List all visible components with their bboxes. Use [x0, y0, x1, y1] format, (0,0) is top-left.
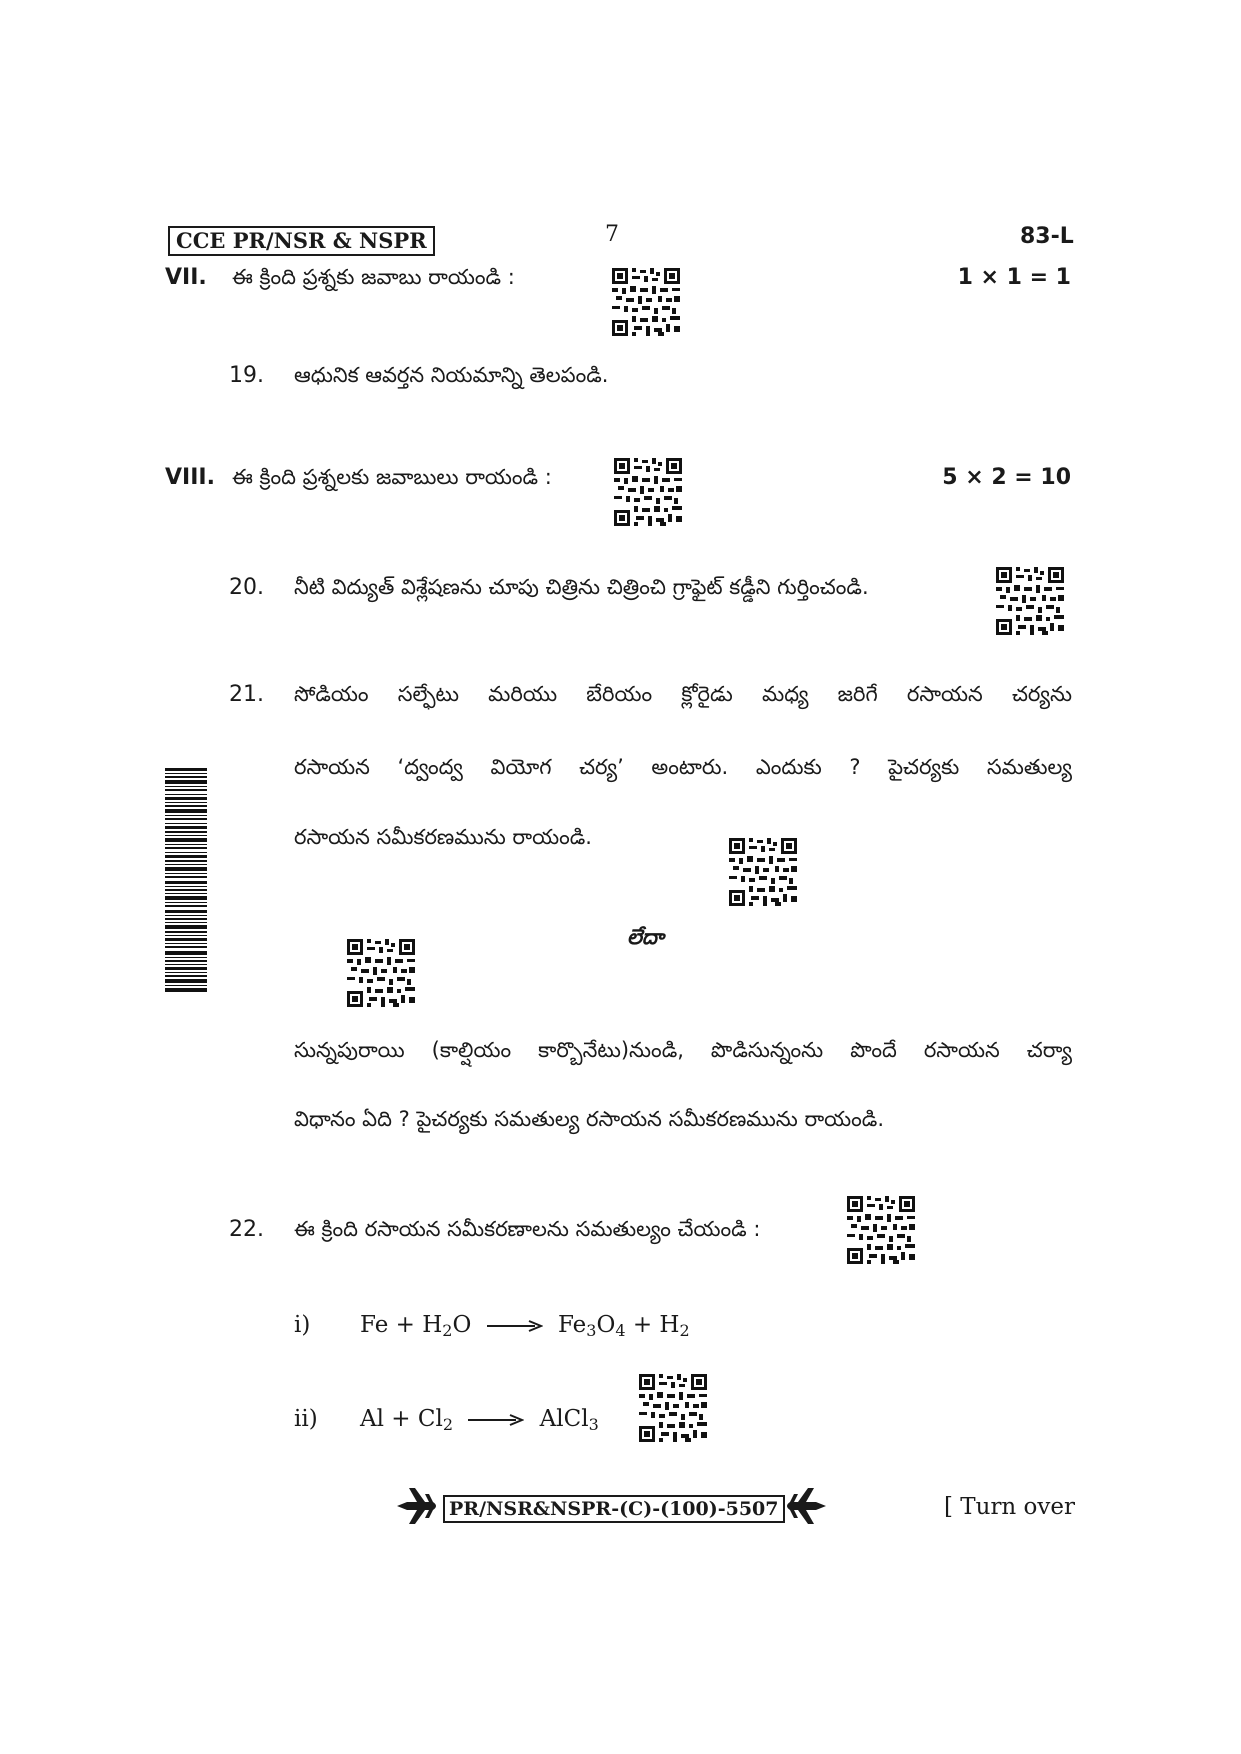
turn-over-text: [ Turn over	[944, 1494, 1076, 1520]
equation-2-label: ii)	[294, 1406, 318, 1432]
qr-code-icon	[612, 268, 680, 336]
question-20-number: 20.	[229, 575, 264, 600]
page-number: 7	[605, 222, 619, 247]
eq1-reactant-2: $H_2O$	[422, 1312, 472, 1340]
question-19-text: ఆధునిక ఆవర్తన నియమాన్ని తెలపండి.	[294, 363, 609, 387]
question-20-text: నీటి విద్యుత్ విశ్లేషణను చూపు చిత్రిను చిత్రించి గ్రాఫైట్ కడ్డీని గుర్తించండి.	[294, 575, 869, 599]
question-22-number: 22.	[229, 1217, 264, 1242]
section-vii-title: ఈ క్రింది ప్రశ్నకు జవాబు రాయండి :	[232, 265, 515, 289]
reaction-arrow-icon	[468, 1413, 524, 1427]
qr-code-icon	[347, 939, 415, 1007]
eq1-plus: +	[395, 1312, 415, 1338]
section-viii-number: VIII.	[165, 465, 215, 490]
airplane-left-icon	[395, 1486, 439, 1526]
eq1-product-2: $H_2$	[659, 1312, 690, 1340]
eq1-reactant-1: Fe	[360, 1312, 389, 1338]
question-21-number: 21.	[229, 682, 264, 707]
question-21-alt-line-2: విధానం ఏది ? పైచర్యకు సమతుల్య రసాయన సమీకరణమును రాయండి.	[294, 1107, 885, 1131]
section-viii-title: ఈ క్రింది ప్రశ్నలకు జవాబులు రాయండి :	[232, 465, 552, 489]
eq1-plus-2: +	[632, 1312, 653, 1338]
or-label: లేదా	[627, 925, 664, 949]
paper-code: 83-L	[1020, 224, 1074, 249]
question-21-line-3: రసాయన సమీకరణమును రాయండి.	[294, 825, 592, 849]
eq2-reactant-2: $Cl_2$	[417, 1406, 454, 1434]
section-vii-marks: 1 × 1 = 1	[957, 265, 1071, 290]
section-viii-marks: 5 × 2 = 10	[942, 465, 1071, 490]
exam-code-box: CCE PR/NSR & NSPR	[168, 226, 435, 256]
question-21-line-1: సోడియం సల్ఫేటు మరియు బేరియం క్లోరైడు మధ్య జరిగే రసాయన చర్యను	[294, 682, 1072, 706]
question-21-alt-line-1: సున్నపురాయి (కాల్షియం కార్బొనేటు)నుండి, పొడిసున్నంను పొందే రసాయన చర్యా	[294, 1038, 1072, 1062]
qr-code-icon	[639, 1374, 707, 1442]
booklet-code-box: PR/NSR&NSPR-(C)-(100)-5507	[443, 1495, 785, 1523]
eq2-product-1: AlCl$_3$	[539, 1406, 599, 1434]
equation-2	[360, 1406, 599, 1432]
barcode-icon	[165, 768, 207, 992]
airplane-right-icon	[784, 1486, 828, 1526]
equation-1	[360, 1312, 690, 1338]
qr-code-icon	[996, 567, 1064, 635]
qr-code-icon	[614, 458, 682, 526]
question-22-text: ఈ క్రింది రసాయన సమీకరణాలను సమతుల్యం చేయండి :	[294, 1217, 761, 1241]
section-vii-number: VII.	[165, 265, 207, 290]
question-19-number: 19.	[229, 363, 264, 388]
reaction-arrow-icon	[487, 1319, 543, 1333]
qr-code-icon	[729, 838, 797, 906]
qr-code-icon	[847, 1196, 915, 1264]
eq2-reactant-1: Al	[360, 1406, 384, 1432]
equation-1-label: i)	[294, 1312, 311, 1338]
eq1-product-1: $Fe_3O_4$	[557, 1312, 626, 1340]
eq2-plus: +	[391, 1406, 411, 1432]
question-21-line-2: రసాయన ‘ద్వంద్వ వియోగ చర్య’ అంటారు. ఎందుకు ? పైచర్యకు సమతుల్య	[294, 755, 1072, 779]
